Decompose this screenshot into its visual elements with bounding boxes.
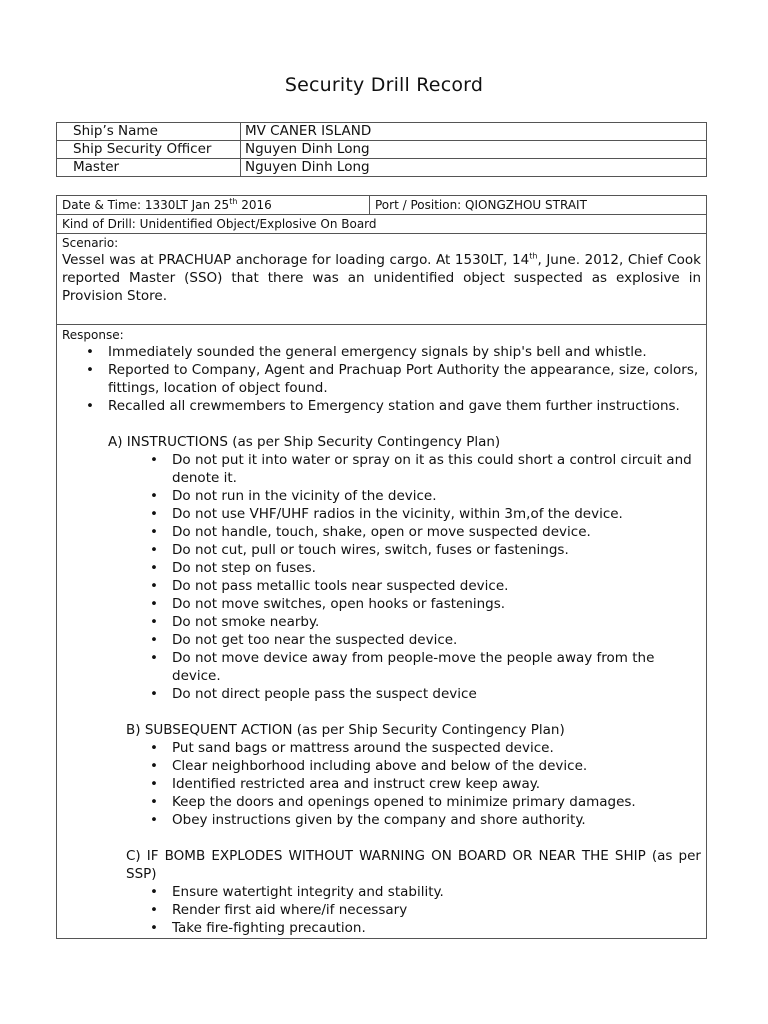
security-officer-row (57, 141, 707, 159)
list-item: • Take fire-fighting precaution. (62, 919, 701, 937)
list-item: • Do not direct people pass the suspect device (62, 685, 701, 703)
response-label: Response: (62, 328, 124, 342)
section-c-list (62, 883, 701, 937)
ship-name-label: Ship’s Name (57, 123, 241, 141)
section-b-list (62, 739, 701, 829)
list-item: • Do not cut, pull or touch wires, switch, fuses or fastenings. (62, 541, 701, 559)
list-item: • Do not run in the vicinity of the device. (62, 487, 701, 505)
port-position-cell: Port / Position: QIONGZHOU STRAIT (370, 196, 707, 215)
datetime-sup: th (229, 197, 238, 206)
scenario-text-a: Vessel was at PRACHUAP anchorage for loading cargo. At 1530LT, 14 (62, 252, 530, 268)
list-item: • Reported to Company, Agent and Prachuap Port Authority the appearance, size, colors, fittings, location of object found. (62, 361, 701, 397)
list-item: • Do not use VHF/UHF radios in the vicinity, within 3m,of the device. (62, 505, 701, 523)
section-a-title: A) INSTRUCTIONS (as per Ship Security Contingency Plan) (108, 434, 501, 450)
list-item: • Do not move switches, open hooks or fastenings. (62, 595, 701, 613)
section-b-title: B) SUBSEQUENT ACTION (as per Ship Security Contingency Plan) (126, 722, 565, 738)
list-item: • Recalled all crewmembers to Emergency station and gave them further instructions. (62, 397, 701, 415)
datetime-cell (57, 196, 370, 215)
page-title: Security Drill Record (284, 74, 484, 96)
list-item: • Do not get too near the suspected device. (62, 631, 701, 649)
scenario-label: Scenario: (62, 236, 119, 250)
response-cell (57, 325, 707, 939)
security-officer-value: Nguyen Dinh Long (241, 141, 707, 159)
list-item: • Do not put it into water or spray on it as this could short a control circuit and denote it. (62, 451, 701, 487)
master-label: Master (57, 159, 241, 177)
list-item: • Do not move device away from people-move the people away from the device. (62, 649, 701, 685)
master-row (57, 159, 707, 177)
list-item: • Immediately sounded the general emergency signals by ship's bell and whistle. (62, 343, 701, 361)
ship-info-table (56, 122, 707, 177)
list-item: • Do not pass metallic tools near suspected device. (62, 577, 701, 595)
kind-of-drill: Kind of Drill: Unidentified Object/Explosive On Board (57, 215, 707, 234)
scenario-text (62, 251, 701, 305)
list-item: • Render first aid where/if necessary (62, 901, 701, 919)
scenario-sup: th (529, 251, 538, 261)
drill-record-table (56, 195, 707, 939)
scenario-row (57, 234, 707, 325)
response-list (62, 343, 701, 415)
list-item: • Ensure watertight integrity and stability. (62, 883, 701, 901)
list-item: • Do not smoke nearby. (62, 613, 701, 631)
kind-row (57, 215, 707, 234)
list-item: • Keep the doors and openings opened to minimize primary damages. (62, 793, 701, 811)
response-row (57, 325, 707, 939)
list-item: • Do not handle, touch, shake, open or move suspected device. (62, 523, 701, 541)
section-a-list (62, 451, 701, 703)
ship-name-value: MV CANER ISLAND (241, 123, 707, 141)
list-item: • Do not step on fuses. (62, 559, 701, 577)
section-c-title: C) IF BOMB EXPLODES WITHOUT WARNING ON BOARD OR NEAR THE SHIP (as per SSP) (126, 848, 701, 882)
list-item: • Clear neighborhood including above and below of the device. (62, 757, 701, 775)
list-item: • Obey instructions given by the company and shore authority. (62, 811, 701, 829)
scenario-text-b: , June. 2012, Chief Cook reported Master (SSO) that there was an unidentified object suspected as explosive in Provision Store. (62, 252, 701, 304)
security-officer-label: Ship Security Officer (57, 141, 241, 159)
list-item: • Put sand bags or mattress around the suspected device. (62, 739, 701, 757)
master-value: Nguyen Dinh Long (241, 159, 707, 177)
datetime-row (57, 196, 707, 215)
datetime-year: 2016 (237, 198, 272, 212)
list-item: • Identified restricted area and instruct crew keep away. (62, 775, 701, 793)
ship-name-row (57, 123, 707, 141)
scenario-cell (57, 234, 707, 325)
datetime-label: Date & Time: 1330LT Jan 25 (62, 198, 230, 212)
